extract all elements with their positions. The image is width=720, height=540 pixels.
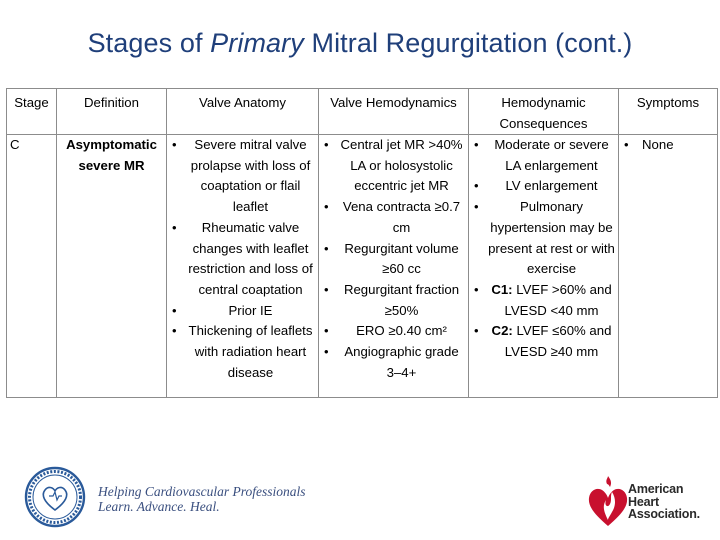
c1-text: LVEF >60% and LVESD <40 mm <box>504 281 612 318</box>
list-item <box>472 280 615 321</box>
cell-definition: Asymptomatic severe MR <box>57 135 167 398</box>
header-valve-hemodynamics: Valve Hemodynamics <box>319 89 469 135</box>
aha-wordmark <box>628 483 716 521</box>
title-suffix: Mitral Regurgitation (cont.) <box>303 28 633 58</box>
aha-logo <box>586 474 718 534</box>
acc-tagline <box>98 484 328 514</box>
c1-label: C1: <box>491 281 513 297</box>
acc-footer <box>20 466 320 532</box>
list-item: • Regurgitant volume ≥60 cc <box>322 239 465 280</box>
list-item: • Thickening of leaflets with radiation heart disease <box>170 321 315 383</box>
tagline-line2: Learn. Advance. Heal. <box>98 499 220 514</box>
list-item: • Moderate or severe LA enlargement <box>472 135 615 176</box>
list-item: • Angiographic grade 3–4+ <box>322 342 465 383</box>
list-item: • Severe mitral valve prolapse with loss of coaptation or flail leaflet <box>170 135 315 218</box>
header-definition: Definition <box>57 89 167 135</box>
cell-symptoms <box>619 135 718 398</box>
header-valve-anatomy: Valve Anatomy <box>167 89 319 135</box>
header-hemodynamic-consequences: Hemodynamic Consequences <box>469 89 619 135</box>
header-symptoms: Symptoms <box>619 89 718 135</box>
table-header-row <box>7 89 718 135</box>
title-prefix: Stages of <box>87 28 211 58</box>
list-item: • ERO ≥0.40 cm² <box>322 321 465 342</box>
aha-line3: Association. <box>628 507 700 521</box>
list-item: • None <box>622 135 714 156</box>
list-item: • Rheumatic valve changes with leaflet restriction and loss of central coaptation <box>170 218 315 301</box>
table-row <box>7 135 718 398</box>
aha-line2: Heart <box>628 494 659 509</box>
c2-label: C2: <box>491 323 513 339</box>
list-item: • Regurgitant fraction ≥50% <box>322 280 465 321</box>
cell-stage: C <box>7 135 57 398</box>
title-italic: Primary <box>210 28 304 58</box>
slide-title <box>0 28 720 59</box>
list-item: • Central jet MR >40% LA or holosystolic eccentric jet MR <box>322 135 465 197</box>
list-item: • Vena contracta ≥0.7 cm <box>322 197 465 238</box>
aha-line1: American <box>628 482 684 496</box>
mr-stages-table <box>6 88 718 398</box>
header-stage: Stage <box>7 89 57 135</box>
list-item <box>472 321 615 362</box>
list-item: • Prior IE <box>170 301 315 322</box>
aha-heart-torch-icon <box>586 476 630 530</box>
cell-valve-anatomy <box>167 135 319 398</box>
cell-valve-hemodynamics <box>319 135 469 398</box>
c2-text: LVEF ≤60% and LVESD ≥40 mm <box>504 323 612 360</box>
list-item: • Pulmonary hypertension may be present at rest or with exercise <box>472 197 615 280</box>
tagline-line1: Helping Cardiovascular Professionals <box>98 484 306 499</box>
list-item: • LV enlargement <box>472 176 615 197</box>
cell-hemodynamic-consequences <box>469 135 619 398</box>
acc-seal-icon <box>24 466 86 528</box>
